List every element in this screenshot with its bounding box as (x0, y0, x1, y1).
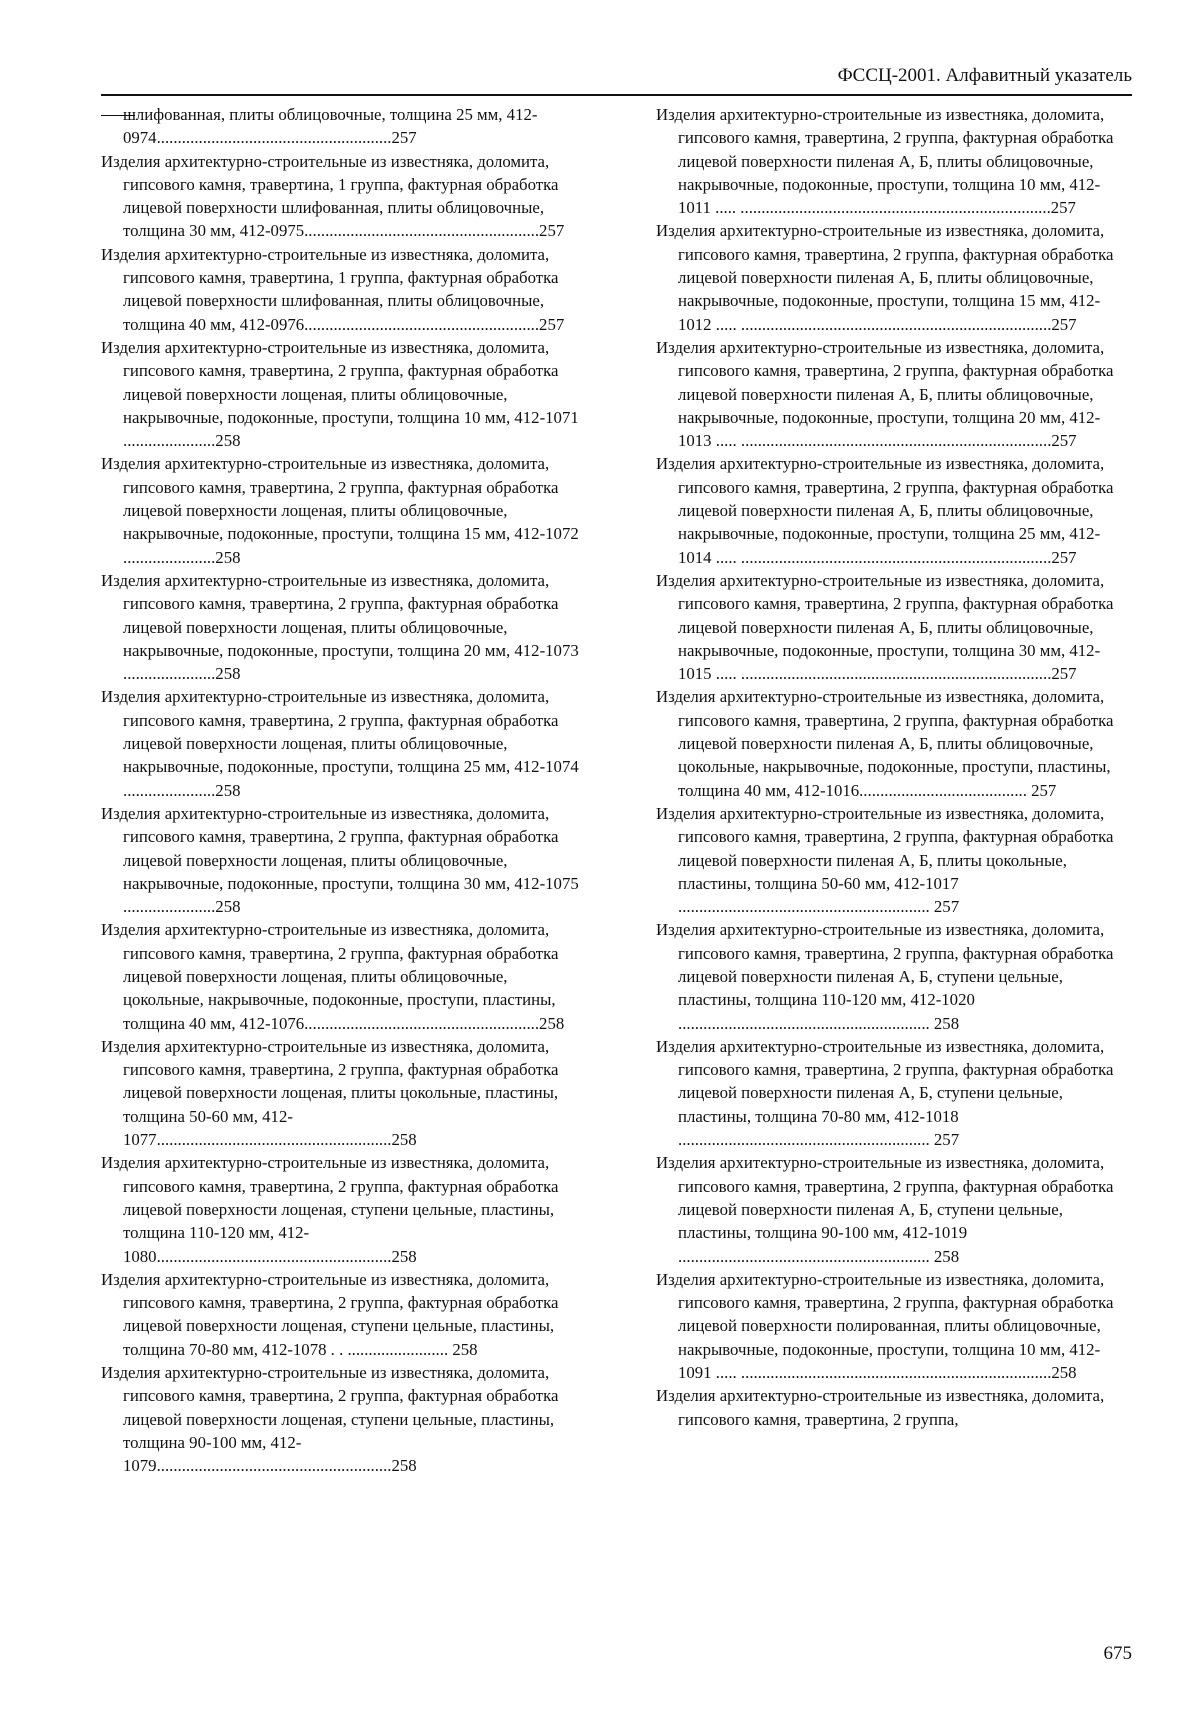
index-entry: Изделия архитектурно-строительные из известняка, доломита, гипсового камня, травертина, 2 группа, фактурная обработка лицевой поверхности пиленая А, Б, плиты цокольные, пластины, толщина 50-60 мм, 412-1017 ............................................................ 257 (656, 803, 1114, 917)
index-entry: Изделия архитектурно-строительные из известняка, доломита, гипсового камня, травертина, 2 группа, фактурная обработка лицевой поверхности лощеная, плиты облицовочные, накрывочные, подоконные, проступи, толщина 20 мм, 412-1073 ......................258 (101, 570, 579, 684)
index-entry: Изделия архитектурно-строительные из известняка, доломита, гипсового камня, травертина, 2 группа, фактурная обработка лицевой поверхности лощеная, плиты облицовочные, накрывочные, подоконные, проступи, толщина 10 мм, 412-1071 ......................258 (101, 337, 579, 451)
index-entry: Изделия архитектурно-строительные из известняка, доломита, гипсового камня, травертина, 2 группа, фактурная обработка лицевой поверхности пиленая А, Б, плиты облицовочные, накрывочные, подоконные, проступи, толщина 30 мм, 412-1015 ..... ..........................................................................257 (656, 570, 1114, 684)
index-entry: Изделия архитектурно-строительные из известняка, доломита, гипсового камня, травертина, 1 группа, фактурная обработка лицевой поверхности шлифованная, плиты облицовочные, толщина 30 мм, 412-0975........................................................257 (101, 151, 565, 241)
index-entry: Изделия архитектурно-строительные из известняка, доломита, гипсового камня, травертина, 2 группа, фактурная обработка лицевой поверхности пиленая А, Б, ступени цельные, пластины, толщина 70-80 мм, 412-1018 ............................................................ 257 (656, 1036, 1114, 1150)
index-entry: Изделия архитектурно-строительные из известняка, доломита, гипсового камня, травертина, 2 группа, фактурная обработка лицевой поверхности пиленая А, Б, ступени цельные, пластины, толщина 90-100 мм, 412-1019 ............................................................ 258 (656, 1153, 1114, 1266)
index-entry: Изделия архитектурно-строительные из известняка, доломита, гипсового камня, травертина, 2 группа, фактурная обработка лицевой поверхности лощеная, плиты цокольные, пластины, толщина 50-60 мм, 412-1077........................................................258 (101, 1036, 559, 1150)
page-number: 675 (1103, 1643, 1132, 1664)
index-column-left (101, 103, 583, 1478)
index-entry: Изделия архитектурно-строительные из известняка, доломита, гипсового камня, травертина, 2 группа, фактурная обработка лицевой поверхности лощеная, ступени цельные, пластины, толщина 70-80 мм, 412-1078 . . ........................ 258 (101, 1269, 559, 1359)
index-entry: Изделия архитектурно-строительные из известняка, доломита, гипсового камня, травертина, 2 группа, фактурная обработка лицевой поверхности лощеная, плиты облицовочные, накрывочные, подоконные, проступи, толщина 15 мм, 412-1072 ......................258 (101, 454, 579, 567)
header-rule (101, 94, 1132, 96)
index-entry: Изделия архитектурно-строительные из известняка, доломита, гипсового камня, травертина, 2 группа, фактурная обработка лицевой поверхности полированная, плиты облицовочные, накрывочные, подоконные, проступи, толщина 10 мм, 412-1091 ..... ..........................................................................258 (656, 1269, 1114, 1383)
index-entry: Изделия архитектурно-строительные из известняка, доломита, гипсового камня, травертина, 2 группа, фактурная обработка лицевой поверхности лощеная, плиты облицовочные, цокольные, накрывочные, подоконные, проступи, пластины, толщина 40 мм, 412-1076........................................................258 (101, 920, 565, 1033)
index-entry: Изделия архитектурно-строительные из известняка, доломита, гипсового камня, травертина, 2 группа, фактурная обработка лицевой поверхности пиленая А, Б, плиты облицовочные, накрывочные, подоконные, проступи, толщина 20 мм, 412-1013 ..... ..........................................................................257 (656, 337, 1114, 451)
index-entry: Изделия архитектурно-строительные из известняка, доломита, гипсового камня, травертина, 2 группа, (656, 1386, 1105, 1429)
index-entry: Изделия архитектурно-строительные из известняка, доломита, гипсового камня, травертина, 2 группа, фактурная обработка лицевой поверхности пиленая А, Б, плиты облицовочные, накрывочные, подоконные, проступи, толщина 10 мм, 412-1011 ..... ..........................................................................257 (656, 105, 1114, 218)
index-entry: Изделия архитектурно-строительные из известняка, доломита, гипсового камня, травертина, 2 группа, фактурная обработка лицевой поверхности лощеная, ступени цельные, пластины, толщина 110-120 мм, 412-1080........................................................258 (101, 1153, 559, 1266)
index-entry: шлифованная, плиты облицовочные, толщина 25 мм, 412-0974........................................................257 (123, 105, 538, 148)
index-entry: Изделия архитектурно-строительные из известняка, доломита, гипсового камня, травертина, 2 группа, фактурная обработка лицевой поверхности лощеная, ступени цельные, пластины, толщина 90-100 мм, 412-1079........................................................258 (101, 1363, 559, 1476)
index-entry: Изделия архитектурно-строительные из известняка, доломита, гипсового камня, травертина, 2 группа, фактурная обработка лицевой поверхности пиленая А, Б, плиты облицовочные, накрывочные, подоконные, проступи, толщина 15 мм, 412-1012 ..... ..........................................................................257 (656, 221, 1114, 334)
index-entry: Изделия архитектурно-строительные из известняка, доломита, гипсового камня, травертина, 2 группа, фактурная обработка лицевой поверхности лощеная, плиты облицовочные, накрывочные, подоконные, проступи, толщина 25 мм, 412-1074 ......................258 (101, 687, 579, 800)
index-entry: Изделия архитектурно-строительные из известняка, доломита, гипсового камня, травертина, 2 группа, фактурная обработка лицевой поверхности пиленая А, Б, ступени цельные, пластины, толщина 110-120 мм, 412-1020 ............................................................ 258 (656, 920, 1114, 1033)
running-header: ФССЦ-2001. Алфавитный указатель (837, 65, 1132, 86)
index-column-right (656, 103, 1129, 1431)
index-entry: Изделия архитектурно-строительные из известняка, доломита, гипсового камня, травертина, 2 группа, фактурная обработка лицевой поверхности пиленая А, Б, плиты облицовочные, цокольные, накрывочные, подоконные, проступи, пластины, толщина 40 мм, 412-1016........................................ 257 (656, 687, 1114, 800)
index-entry: Изделия архитектурно-строительные из известняка, доломита, гипсового камня, травертина, 1 группа, фактурная обработка лицевой поверхности шлифованная, плиты облицовочные, толщина 40 мм, 412-0976........................................................257 (101, 244, 565, 334)
index-entry: Изделия архитектурно-строительные из известняка, доломита, гипсового камня, травертина, 2 группа, фактурная обработка лицевой поверхности пиленая А, Б, плиты облицовочные, накрывочные, подоконные, проступи, толщина 25 мм, 412-1014 ..... ..........................................................................257 (656, 454, 1114, 567)
index-entry: Изделия архитектурно-строительные из известняка, доломита, гипсового камня, травертина, 2 группа, фактурная обработка лицевой поверхности лощеная, плиты облицовочные, накрывочные, подоконные, проступи, толщина 30 мм, 412-1075 ......................258 (101, 803, 579, 917)
